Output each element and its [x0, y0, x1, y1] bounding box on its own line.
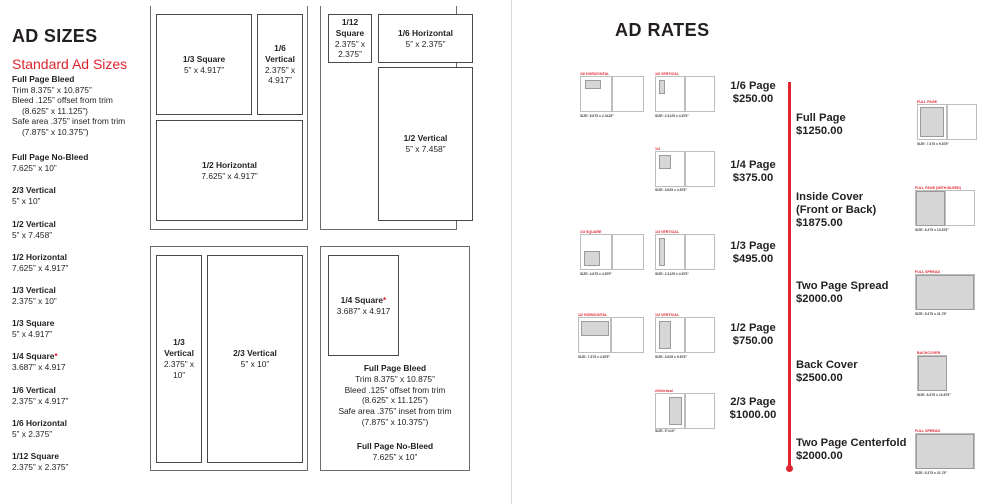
layout-full-no-bleed-text: Full Page No-Bleed 7.625” x 10”	[356, 441, 434, 462]
size-entry-half-horizontal: 1/2 Horizontal 7.625” x 4.917”	[12, 252, 69, 273]
size-entry-quarter-square: 1/4 Square* 3.687” x 4.917	[12, 351, 66, 372]
layout-half-vertical: 1/2 Vertical 5” x 7.458”	[378, 67, 473, 221]
layout-two-third-vertical: 2/3 Vertical 5” x 10”	[207, 255, 303, 463]
layout-page-1	[150, 6, 308, 230]
thumb-third-vertical: 1/3 VERTICAL SIZE: 2.3125 x 4.875"	[655, 230, 719, 280]
size-entry-third-square: 1/3 Square 5” x 4.917”	[12, 318, 55, 339]
thumb-two-third: 2/3Vertical SIZE: 5"x10"	[655, 389, 719, 435]
thumb-full-spread: FULL SPREAD SIZE: 5.375 x 21.75"	[915, 270, 979, 320]
thumb-sixth-vertical: 1/6 VERTICAL SIZE: 2.3125 x 4.875"	[655, 72, 719, 122]
size-entry-half-vertical: 1/2 Vertical 5” x 7.458”	[12, 219, 56, 240]
size-entry-third-vertical: 1/3 Vertical 2.375” x 10”	[12, 285, 57, 306]
thumb-half-vertical: 1/2 VERTICAL SIZE: 3.625 x 9.875"	[655, 313, 719, 363]
thumb-full-page: FULL PAGE SIZE: 7.375 x 9.875"	[917, 100, 981, 150]
thumb-sixth-horizontal: 1/6 HORIZONTAL SIZE: 5.875 x 2.3125"	[580, 72, 648, 122]
rate-inside-cover: Inside Cover (Front or Back) $1875.00	[796, 191, 877, 229]
ad-sizes-title: AD SIZES	[12, 26, 98, 46]
layout-page-2	[320, 6, 457, 230]
size-entry-full-bleed: Full Page Bleed Trim 8.375” x 10.875” Bleed .125” offset from trim (8.625” x 11.125”) Safe area .375” inset from trim (7.875” x 10.375”)	[12, 74, 126, 137]
panel-divider	[511, 0, 512, 504]
ad-rates-title: AD RATES	[615, 20, 710, 40]
size-entry-two-third-vertical: 2/3 Vertical 5” x 10”	[12, 185, 56, 206]
thumb-backcover: BACKCOVER SIZE: 8.375 x 10.875"	[917, 351, 951, 397]
layout-page-4	[320, 246, 470, 471]
layout-twelfth-square: 1/12 Square 2.375” x 2.375”	[328, 14, 372, 63]
thumb-half-horizontal: 1/2 HORIZONTAL SIZE: 7.375 x 4.875"	[578, 313, 648, 363]
rate-back-cover: Back Cover $2500.00	[796, 359, 858, 384]
rate-two-third-page: 2/3 Page $1000.00	[729, 396, 777, 421]
rate-quarter-page: 1/4 Page $375.00	[730, 159, 776, 184]
layout-third-vertical: 1/3 Vertical 2.375” x 10”	[156, 255, 202, 463]
thumb-full-spread-centerfold: FULL SPREAD SIZE: 5.375 x 21.75"	[915, 429, 979, 479]
rate-sixth-page: 1/6 Page $250.00	[730, 80, 776, 105]
thumb-third-square: 1/3 SQUARE SIZE: 4.875 x 4.875"	[580, 230, 648, 280]
rates-timeline-dot	[786, 465, 793, 472]
layout-page-3	[150, 246, 308, 471]
layout-half-horizontal: 1/2 Horizontal 7.625” x 4.917”	[156, 120, 303, 221]
rate-full-page: Full Page $1250.00	[796, 112, 846, 137]
thumb-quarter: 1/4 SIZE: 3.625 x 4.875"	[655, 147, 719, 195]
rate-half-page: 1/2 Page $750.00	[730, 322, 776, 347]
layout-full-bleed-text: Full Page Bleed Trim 8.375” x 10.875” Bleed .125” offset from trim (8.625” x 11.125”) Safe area .375” inset from trim (7.875” x 10.375”)	[338, 363, 452, 427]
size-entry-sixth-horizontal: 1/6 Horizontal 5” x 2.375”	[12, 418, 67, 439]
layout-quarter-square: 1/4 Square* 3.687” x 4.917	[328, 255, 399, 356]
rate-two-page-spread: Two Page Spread $2000.00	[796, 280, 889, 305]
layout-sixth-horizontal: 1/6 Horizontal 5” x 2.375”	[378, 14, 473, 63]
layout-third-square: 1/3 Square 5” x 4.917”	[156, 14, 252, 115]
layout-sixth-vertical: 1/6 Vertical 2.375” x 4.917”	[257, 14, 303, 115]
size-entry-full-no-bleed: Full Page No-Bleed 7.625” x 10”	[12, 152, 89, 173]
rate-third-page: 1/3 Page $495.00	[730, 240, 776, 265]
thumb-full-page-bleed: FULL PAGE (WITH BLEED) SIZE: 8.375 x 10.875"	[915, 186, 979, 236]
size-entry-sixth-vertical: 1/6 Vertical 2.375” x 4.917”	[12, 385, 69, 406]
size-entry-twelfth-square: 1/12 Square 2.375” x 2.375”	[12, 451, 69, 472]
rate-two-page-centerfold: Two Page Centerfold $2000.00	[796, 437, 907, 462]
rates-timeline-line	[788, 82, 791, 468]
standard-ad-sizes-subtitle: Standard Ad Sizes	[12, 56, 128, 72]
